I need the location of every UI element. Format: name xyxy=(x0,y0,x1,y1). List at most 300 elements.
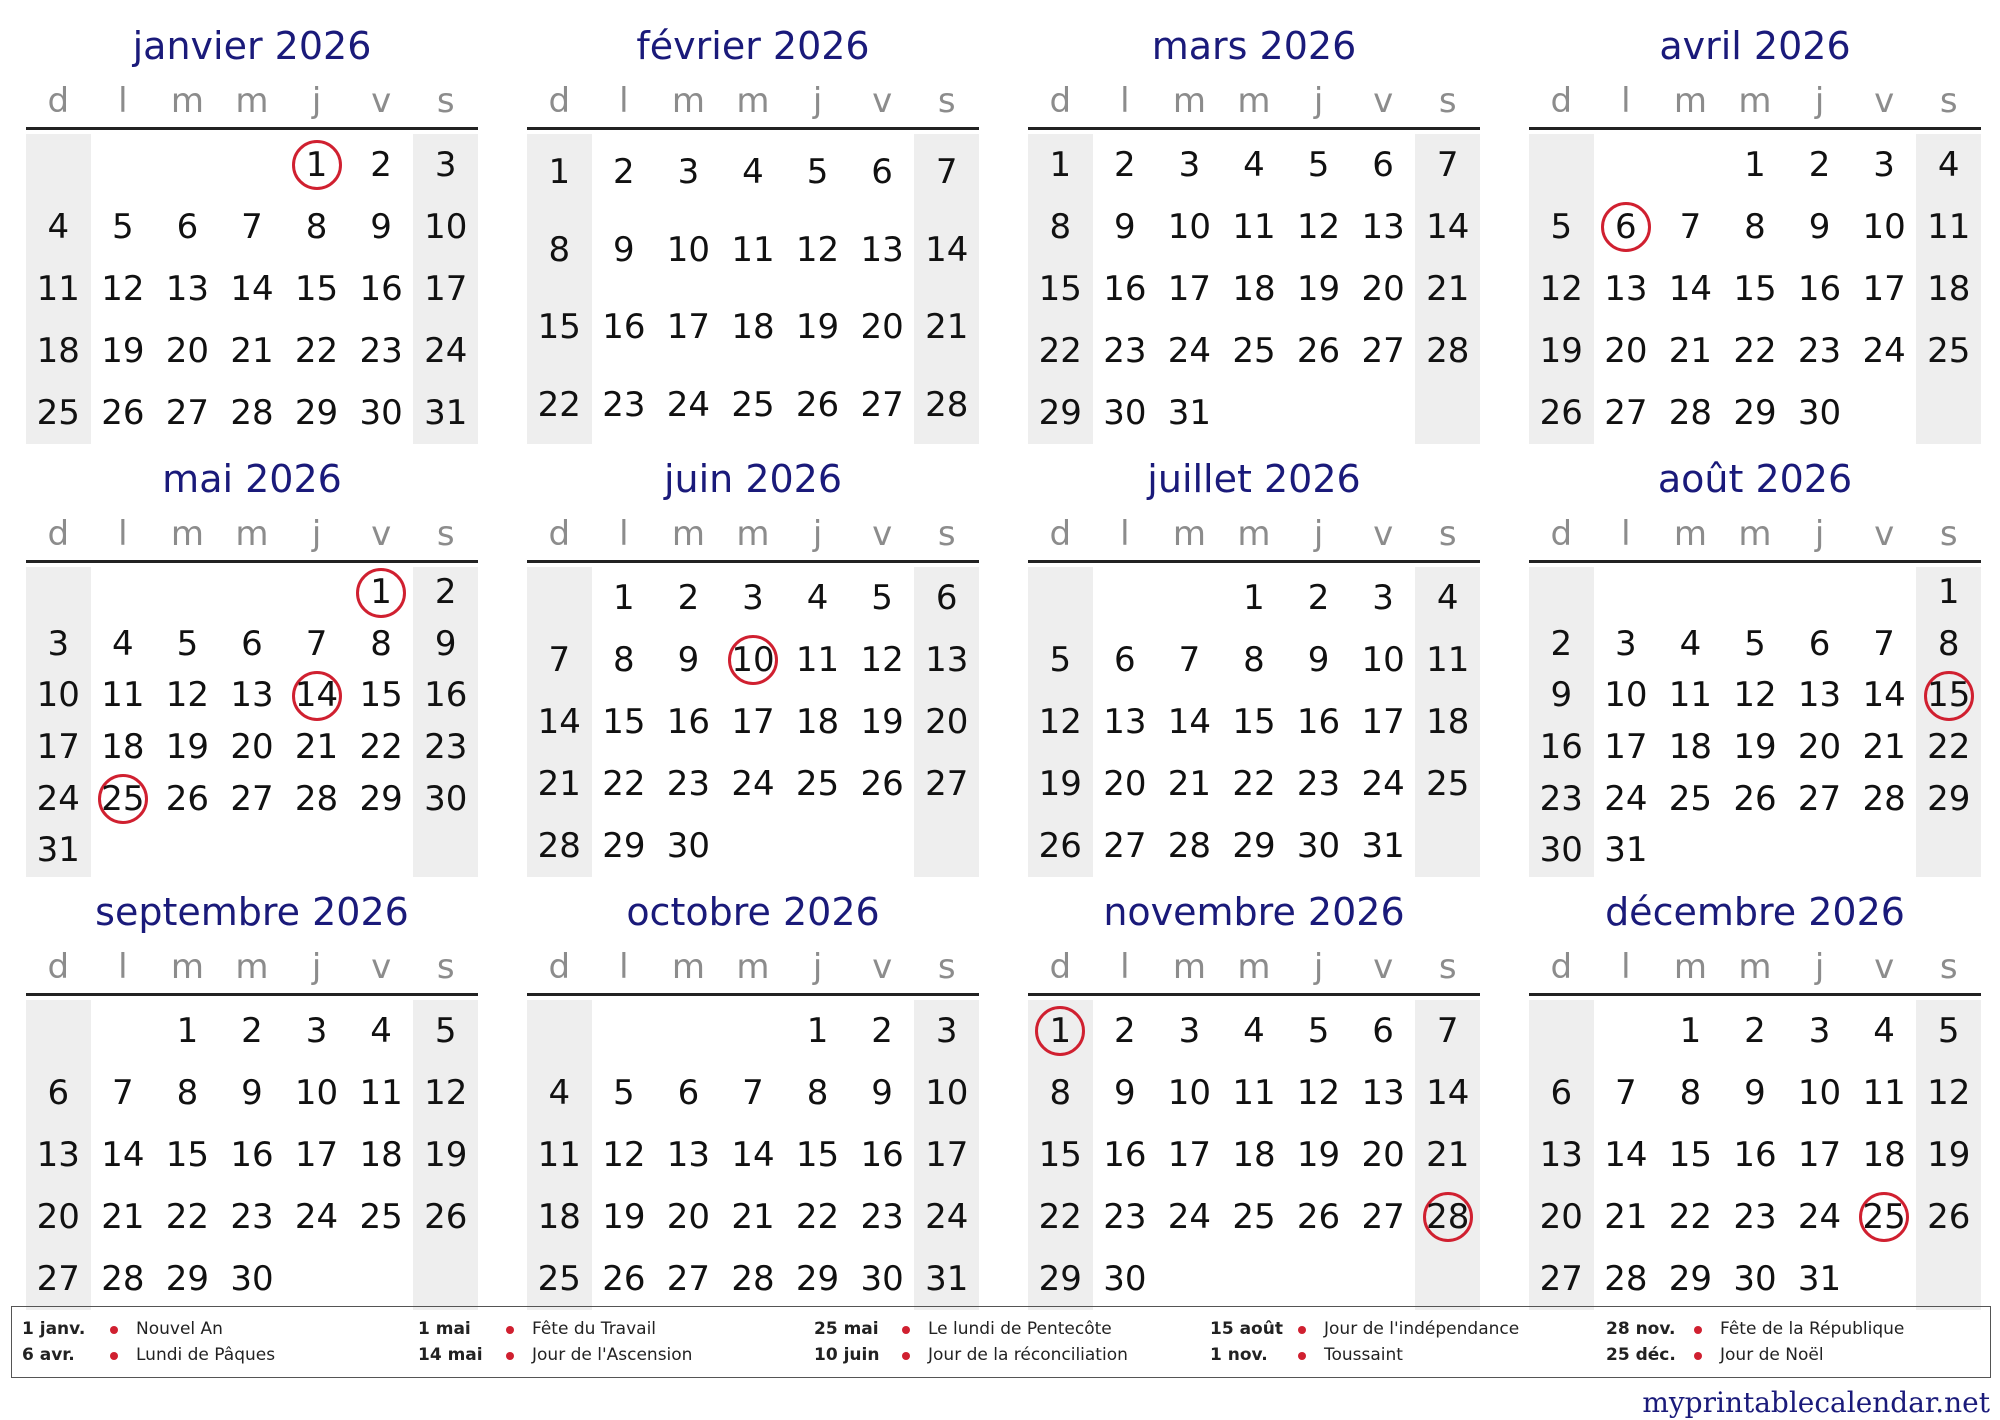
weekday-label: v xyxy=(1373,514,1394,554)
weekday-label: l xyxy=(619,947,629,987)
day-number: 15 xyxy=(294,269,339,309)
day-cell xyxy=(91,258,156,320)
day-number: 6 xyxy=(871,152,893,192)
day-number: 3 xyxy=(1615,623,1637,664)
day-cell xyxy=(284,1186,349,1248)
day-number: 28 xyxy=(1668,393,1713,433)
header-divider xyxy=(1529,560,1981,563)
weekday-label: d xyxy=(1550,947,1573,987)
day-cell xyxy=(349,320,414,382)
day-number: 15 xyxy=(1668,1135,1713,1175)
day-cell xyxy=(721,1124,786,1186)
day-cell xyxy=(91,320,156,382)
day-number: 8 xyxy=(1937,623,1960,664)
weekday-label: m xyxy=(170,81,204,121)
day-cell xyxy=(413,382,478,444)
day-number: 9 xyxy=(241,1073,263,1113)
day-number: 10 xyxy=(1604,675,1648,716)
day-number: 20 xyxy=(925,702,969,742)
day-number: 6 xyxy=(1808,623,1831,664)
day-cell xyxy=(1916,1000,1981,1062)
day-cell xyxy=(1594,382,1659,444)
day-cell xyxy=(1658,258,1723,320)
day-cell xyxy=(91,722,156,774)
day-number: 4 xyxy=(47,207,70,247)
day-number: 18 xyxy=(359,1135,403,1175)
day-cell xyxy=(1658,670,1723,722)
day-cell xyxy=(1093,1000,1158,1062)
day-number: 20 xyxy=(1604,331,1648,371)
day-cell xyxy=(91,619,156,671)
day-cell xyxy=(26,1062,91,1124)
day-number: 3 xyxy=(1178,145,1201,185)
weekday-label: m xyxy=(1673,514,1707,554)
day-cell xyxy=(850,567,915,629)
day-number: 24 xyxy=(424,331,468,371)
day-cell xyxy=(1028,1062,1093,1124)
day-cell xyxy=(1157,258,1222,320)
day-number: 25 xyxy=(1927,331,1971,371)
day-cell xyxy=(1028,258,1093,320)
day-number: 8 xyxy=(548,229,571,270)
month-2 xyxy=(527,18,979,444)
day-number: 26 xyxy=(1296,331,1341,371)
day-number: 17 xyxy=(1167,1135,1212,1175)
day-cell xyxy=(155,1000,220,1062)
month-6 xyxy=(527,451,979,877)
day-cell xyxy=(1028,1186,1093,1248)
day-number: 28 xyxy=(1862,778,1906,819)
day-cell xyxy=(1028,815,1093,877)
day-cell xyxy=(155,1124,220,1186)
legend-holiday-name: Lundi de Pâques xyxy=(136,1345,276,1365)
day-number: 18 xyxy=(537,1197,581,1237)
day-cell xyxy=(1916,567,1981,619)
day-number: 18 xyxy=(1232,269,1276,309)
day-cell xyxy=(1286,753,1351,815)
day-number: 9 xyxy=(1744,1073,1766,1113)
day-number: 2 xyxy=(613,152,635,192)
weekday-label: m xyxy=(1172,947,1206,987)
day-cell xyxy=(91,670,156,722)
weekday-label: d xyxy=(1049,81,1072,121)
day-number: 18 xyxy=(36,331,80,371)
day-cell xyxy=(155,774,220,826)
day-number: 12 xyxy=(1539,269,1583,309)
weekday-label: m xyxy=(1738,514,1772,554)
day-cell xyxy=(1028,134,1093,196)
day-cell xyxy=(220,1186,285,1248)
day-cell xyxy=(1787,320,1852,382)
day-cell xyxy=(1415,1000,1480,1062)
day-number: 6 xyxy=(1615,207,1637,247)
day-cell xyxy=(26,196,91,258)
day-cell xyxy=(413,134,478,196)
weekday-label: m xyxy=(235,81,269,121)
day-cell xyxy=(527,629,592,691)
month-7 xyxy=(1028,451,1480,877)
day-cell xyxy=(850,367,915,445)
day-number: 7 xyxy=(305,623,328,664)
day-cell xyxy=(785,629,850,691)
weekday-header xyxy=(1529,942,1981,992)
weekday-header xyxy=(527,942,979,992)
day-number: 7 xyxy=(1178,640,1201,680)
day-number: 9 xyxy=(434,623,457,664)
day-number: 31 xyxy=(1604,830,1648,871)
legend-date: 28 nov. xyxy=(1606,1319,1676,1339)
day-number: 26 xyxy=(602,1259,646,1299)
day-cell xyxy=(284,670,349,722)
day-cell xyxy=(413,1062,478,1124)
day-number: 27 xyxy=(1604,393,1648,433)
day-number: 21 xyxy=(925,307,969,347)
day-number: 21 xyxy=(1167,764,1212,804)
day-cell xyxy=(1787,670,1852,722)
weekday-label: m xyxy=(170,947,204,987)
day-cell xyxy=(1787,1186,1852,1248)
day-number: 19 xyxy=(1038,764,1082,804)
day-number: 29 xyxy=(1038,393,1082,433)
day-number: 26 xyxy=(101,393,145,433)
day-number: 30 xyxy=(1103,393,1147,433)
day-cell xyxy=(1658,1062,1723,1124)
site-footer[interactable]: myprintablecalendar.net xyxy=(1642,1386,1990,1419)
holiday-legend xyxy=(11,1306,1991,1378)
day-cell xyxy=(91,774,156,826)
weekday-label: j xyxy=(1814,81,1825,121)
day-cell xyxy=(26,1248,91,1310)
day-cell xyxy=(1286,1062,1351,1124)
day-cell xyxy=(850,753,915,815)
legend-item xyxy=(22,1316,412,1342)
day-cell xyxy=(1415,753,1480,815)
day-cell xyxy=(1028,196,1093,258)
day-cell xyxy=(284,134,349,196)
day-cell xyxy=(592,629,657,691)
month-12 xyxy=(1529,884,1981,1310)
day-number: 30 xyxy=(230,1259,274,1299)
day-cell xyxy=(220,1062,285,1124)
day-cell xyxy=(785,567,850,629)
day-number: 29 xyxy=(795,1259,840,1299)
day-number: 10 xyxy=(925,1073,969,1113)
day-cell xyxy=(592,691,657,753)
day-cell xyxy=(1157,753,1222,815)
day-cell xyxy=(1852,1000,1917,1062)
day-number: 1 xyxy=(613,578,635,618)
day-cell xyxy=(413,670,478,722)
day-number: 28 xyxy=(101,1259,145,1299)
day-cell xyxy=(1351,629,1416,691)
day-cell xyxy=(1529,619,1594,671)
day-cell xyxy=(91,1248,156,1310)
day-number: 2 xyxy=(871,1011,893,1051)
day-cell xyxy=(1222,1000,1287,1062)
day-cell xyxy=(1529,722,1594,774)
day-number: 31 xyxy=(1361,826,1405,866)
day-cell xyxy=(592,1186,657,1248)
day-number: 19 xyxy=(424,1135,468,1175)
day-number: 9 xyxy=(1114,1073,1136,1113)
day-cell xyxy=(413,722,478,774)
day-number: 21 xyxy=(294,727,339,767)
day-number: 4 xyxy=(1937,145,1960,185)
day-number: 14 xyxy=(1426,1073,1470,1113)
day-cell xyxy=(1787,258,1852,320)
day-number: 6 xyxy=(935,578,958,618)
month-title: février 2026 xyxy=(636,24,870,68)
day-number: 14 xyxy=(1426,207,1470,247)
weekday-label: d xyxy=(548,514,571,554)
day-cell xyxy=(284,1000,349,1062)
day-cell xyxy=(721,1248,786,1310)
day-number: 11 xyxy=(795,640,840,680)
day-cell xyxy=(914,1124,979,1186)
day-number: 5 xyxy=(871,578,893,618)
legend-column xyxy=(1210,1316,1600,1368)
legend-item xyxy=(22,1342,412,1368)
day-cell xyxy=(91,1124,156,1186)
day-cell xyxy=(284,382,349,444)
day-cell xyxy=(1222,1062,1287,1124)
day-cell xyxy=(1028,691,1093,753)
legend-item xyxy=(1606,1316,1996,1342)
day-cell xyxy=(91,1186,156,1248)
day-number: 22 xyxy=(1038,331,1082,371)
day-cell xyxy=(656,367,721,445)
weekday-header xyxy=(26,76,478,126)
day-number: 13 xyxy=(1797,675,1842,716)
day-number: 18 xyxy=(731,307,775,347)
day-number: 10 xyxy=(36,675,80,716)
day-number: 18 xyxy=(795,702,840,742)
legend-holiday-name: Le lundi de Pentecôte xyxy=(928,1319,1112,1339)
day-cell xyxy=(1658,722,1723,774)
day-cell xyxy=(592,367,657,445)
day-number: 2 xyxy=(1550,623,1573,664)
day-number: 9 xyxy=(677,640,700,680)
day-number: 6 xyxy=(677,1073,700,1113)
day-number: 20 xyxy=(1539,1197,1583,1237)
day-cell xyxy=(1093,629,1158,691)
day-cell xyxy=(527,134,592,212)
day-cell xyxy=(1286,1124,1351,1186)
day-number: 17 xyxy=(1167,269,1212,309)
day-cell xyxy=(1286,320,1351,382)
day-number: 25 xyxy=(1668,778,1713,819)
weekday-label: j xyxy=(311,947,322,987)
legend-item xyxy=(814,1342,1204,1368)
weekday-label: d xyxy=(548,81,571,121)
weekday-label: d xyxy=(1049,947,1072,987)
day-cell xyxy=(914,753,979,815)
day-number: 23 xyxy=(359,331,403,371)
day-cell xyxy=(1093,815,1158,877)
day-cell xyxy=(656,753,721,815)
day-cell xyxy=(1916,196,1981,258)
day-number: 24 xyxy=(666,384,711,425)
day-cell xyxy=(1351,815,1416,877)
day-number: 5 xyxy=(176,623,199,664)
day-number: 26 xyxy=(424,1197,468,1237)
day-cell xyxy=(721,1062,786,1124)
day-cell xyxy=(220,1248,285,1310)
day-number: 28 xyxy=(1604,1259,1648,1299)
day-number: 28 xyxy=(1167,826,1212,866)
day-number: 17 xyxy=(1797,1135,1842,1175)
weekday-label: m xyxy=(671,514,705,554)
day-number: 9 xyxy=(613,229,635,270)
day-cell xyxy=(527,815,592,877)
day-cell xyxy=(26,619,91,671)
day-number: 28 xyxy=(537,826,581,866)
day-number: 22 xyxy=(359,727,403,767)
day-cell xyxy=(1723,1000,1788,1062)
day-number: 24 xyxy=(1167,1197,1212,1237)
day-number: 15 xyxy=(602,702,646,742)
legend-column xyxy=(22,1316,412,1368)
day-cell xyxy=(1594,1062,1659,1124)
day-number: 19 xyxy=(1733,727,1777,767)
day-cell xyxy=(914,289,979,367)
weekday-label: d xyxy=(47,81,70,121)
day-cell xyxy=(527,1186,592,1248)
day-number: 1 xyxy=(1744,145,1766,185)
day-cell xyxy=(1658,196,1723,258)
day-cell xyxy=(527,1062,592,1124)
day-cell xyxy=(914,212,979,290)
day-cell xyxy=(1916,1062,1981,1124)
day-cell xyxy=(527,212,592,290)
bullet-dot-icon xyxy=(1298,1326,1306,1334)
weekday-label: m xyxy=(1237,81,1271,121)
weekday-label: m xyxy=(736,947,770,987)
day-cell xyxy=(1415,258,1480,320)
day-cell xyxy=(1852,134,1917,196)
day-cell xyxy=(349,1000,414,1062)
weekday-label: s xyxy=(1939,81,1958,121)
day-cell xyxy=(592,134,657,212)
day-cell xyxy=(413,1186,478,1248)
day-cell xyxy=(413,1124,478,1186)
day-cell xyxy=(1157,382,1222,444)
day-cell xyxy=(656,134,721,212)
day-number: 8 xyxy=(806,1073,829,1113)
legend-holiday-name: Jour de l'indépendance xyxy=(1324,1319,1520,1339)
day-number: 10 xyxy=(424,207,468,247)
day-number: 19 xyxy=(101,331,145,371)
weekday-label: v xyxy=(1874,514,1895,554)
weekday-label: m xyxy=(1172,514,1206,554)
month-title: juin 2026 xyxy=(663,457,843,501)
day-number: 31 xyxy=(1167,393,1212,433)
day-cell xyxy=(1594,774,1659,826)
day-number: 7 xyxy=(112,1073,134,1113)
legend-date: 25 déc. xyxy=(1606,1345,1676,1365)
day-cell xyxy=(413,567,478,619)
weekday-label: j xyxy=(812,81,823,121)
day-cell xyxy=(1415,1186,1480,1248)
day-cell xyxy=(1351,196,1416,258)
weekday-label: l xyxy=(1621,81,1631,121)
day-number: 8 xyxy=(1679,1073,1702,1113)
day-cell xyxy=(914,1000,979,1062)
day-cell xyxy=(1157,134,1222,196)
day-number: 16 xyxy=(230,1135,274,1175)
day-cell xyxy=(1787,1124,1852,1186)
bullet-dot-icon xyxy=(506,1326,514,1334)
day-number: 2 xyxy=(1307,578,1330,618)
day-cell xyxy=(1852,258,1917,320)
day-number: 14 xyxy=(925,229,969,270)
day-cell xyxy=(656,289,721,367)
day-number: 14 xyxy=(1167,702,1212,742)
day-number: 6 xyxy=(1372,145,1394,185)
day-number: 9 xyxy=(871,1073,893,1113)
day-number: 20 xyxy=(1103,764,1147,804)
weekday-header xyxy=(527,509,979,559)
day-cell xyxy=(349,1186,414,1248)
day-cell xyxy=(1723,619,1788,671)
bullet-dot-icon xyxy=(902,1326,910,1334)
day-number: 14 xyxy=(101,1135,145,1175)
day-cell xyxy=(1916,1124,1981,1186)
day-number: 5 xyxy=(613,1073,635,1113)
day-cell xyxy=(1351,753,1416,815)
day-cell xyxy=(413,258,478,320)
day-number: 13 xyxy=(1539,1135,1583,1175)
day-number: 19 xyxy=(1296,269,1341,309)
day-number: 24 xyxy=(1862,331,1906,371)
weekday-label: s xyxy=(937,947,956,987)
day-number: 20 xyxy=(666,1197,711,1237)
month-3 xyxy=(1028,18,1480,444)
day-number: 16 xyxy=(860,1135,904,1175)
day-cell xyxy=(1093,134,1158,196)
day-number: 6 xyxy=(241,623,263,664)
day-number: 6 xyxy=(1114,640,1136,680)
day-number: 27 xyxy=(925,764,969,804)
day-cell xyxy=(1852,774,1917,826)
day-number: 8 xyxy=(613,640,635,680)
weekday-label: j xyxy=(1313,81,1324,121)
day-number: 8 xyxy=(1049,1073,1072,1113)
day-number: 3 xyxy=(1178,1011,1201,1051)
day-number: 7 xyxy=(1436,1011,1459,1051)
day-number: 4 xyxy=(1679,623,1702,664)
day-cell xyxy=(850,1000,915,1062)
day-cell xyxy=(850,1186,915,1248)
day-cell xyxy=(1916,774,1981,826)
day-cell xyxy=(1351,567,1416,629)
day-number: 1 xyxy=(305,145,328,185)
day-number: 19 xyxy=(1296,1135,1341,1175)
day-cell xyxy=(1852,196,1917,258)
day-cell xyxy=(1351,1186,1416,1248)
day-cell xyxy=(220,619,285,671)
day-number: 17 xyxy=(1862,269,1906,309)
day-number: 21 xyxy=(1426,269,1470,309)
day-cell xyxy=(1787,619,1852,671)
day-cell xyxy=(1028,1248,1093,1310)
day-cell xyxy=(26,670,91,722)
weekday-label: l xyxy=(1120,514,1130,554)
day-number: 27 xyxy=(1103,826,1147,866)
legend-column xyxy=(1606,1316,1996,1368)
bullet-dot-icon xyxy=(110,1326,118,1334)
day-cell xyxy=(914,367,979,445)
